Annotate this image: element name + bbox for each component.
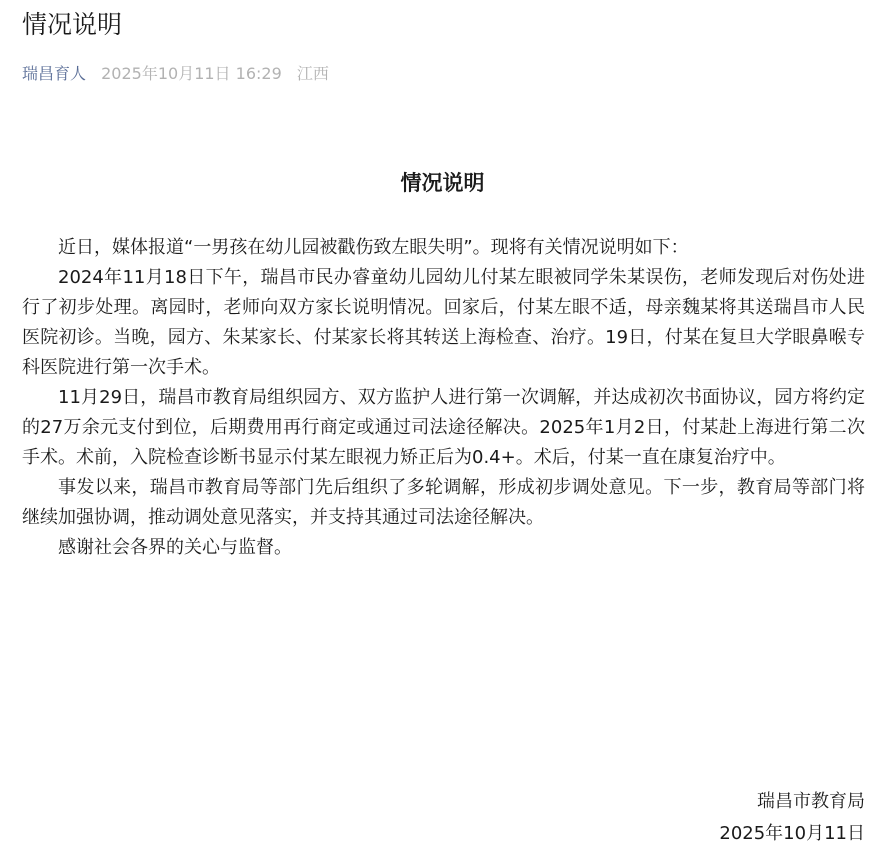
paragraph-intro: 近日，媒体报道“一男孩在幼儿园被戳伤致左眼失明”。现将有关情况说明如下：	[58, 237, 689, 258]
document-heading: 情况说明	[400, 171, 485, 195]
signature-block	[719, 786, 865, 850]
document-body	[22, 233, 865, 563]
paragraph-mediation: 11月29日，瑞昌市教育局组织园方、双方监护人进行第一次调解，并达成初次书面协议，园方将约定的27万余元支付到位，后期费用再行商定或通过司法途径解决。2025年1月2日，付某赴上海进行第二次手术。术前，入院检查诊断书显示付某左眼视力矫正后为0.4+。术后，付某一直在康复治疗中。	[22, 387, 865, 468]
article-meta	[22, 62, 329, 86]
page-title: 情况说明	[22, 10, 123, 39]
paragraph-thanks: 感谢社会各界的关心与监督。	[58, 537, 292, 558]
publish-time: 2025年10月11日 16:29	[101, 64, 282, 83]
author-link[interactable]: 瑞昌育人	[22, 64, 87, 83]
publish-location: 江西	[296, 64, 329, 83]
paragraph-next-steps: 事发以来，瑞昌市教育局等部门先后组织了多轮调解，形成初步调处意见。下一步，教育局等部门将继续加强协调，推动调处意见落实，并支持其通过司法途径解决。	[22, 477, 865, 528]
signature-date: 2025年10月11日	[719, 823, 865, 844]
paragraph-incident: 2024年11月18日下午，瑞昌市民办睿童幼儿园幼儿付某左眼被同学朱某误伤，老师发现后对伤处进行了初步处理。离园时，老师向双方家长说明情况。回家后，付某左眼不适，母亲魏某将其送瑞昌市人民医院初诊。当晚，园方、朱某家长、付某家长将其转送上海检查、治疗。19日，付某在复旦大学眼鼻喉专科医院进行第一次手术。	[22, 267, 865, 378]
signature-organization: 瑞昌市教育局	[757, 791, 865, 812]
